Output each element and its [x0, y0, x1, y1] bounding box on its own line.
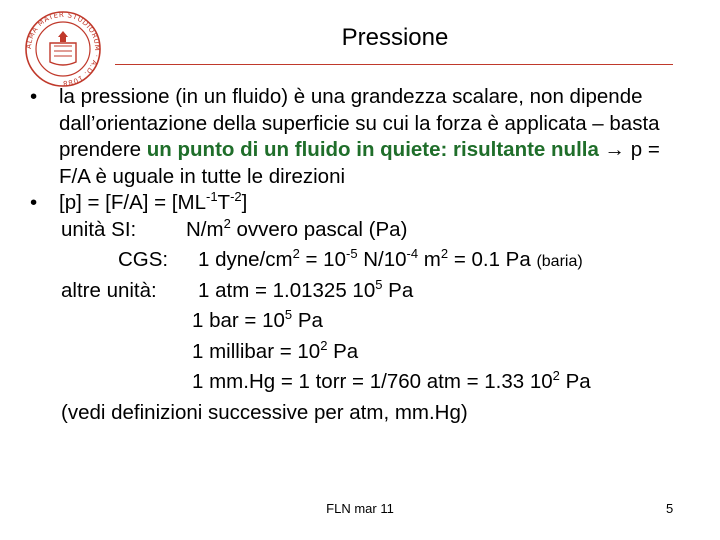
mmhg-unit-row [30, 369, 690, 400]
si-value: $N/m^2$ ovvero pascal (Pa) [186, 215, 408, 241]
si-label: unità SI: [61, 217, 137, 241]
page-number: 5 [666, 501, 674, 516]
bullet-text: la pressione (in un fluido) è una grandezza scalare, non dipende dall’orientazione della superficie su cui la forza è applicata – basta prendere [59, 85, 660, 161]
cgs-label: CGS: [118, 248, 169, 271]
millibar-value: 1 millibar = $10^2$ Pa [192, 337, 359, 363]
university-seal-logo [24, 10, 102, 88]
highlighted-text: un punto di un fluido in quiete: risultante nulla [146, 138, 599, 161]
title-divider [115, 64, 673, 65]
atm-value: 1 atm = 1.01325 $10^5$ Pa [198, 276, 414, 302]
exponent: -2 [230, 189, 242, 204]
cgs-unit-row [30, 247, 690, 278]
bullet-marker: • [30, 85, 38, 108]
bullet-marker: • [30, 191, 38, 214]
si-unit-row [30, 217, 690, 248]
bar-value: 1 bar = $10^5$ Pa [192, 307, 323, 332]
bullet-pressure-definition [30, 84, 690, 190]
footer-text: FLN mar 11 [326, 501, 394, 516]
dimension-text: T [217, 191, 231, 214]
svg-text:ALMA MATER STUDIORUM · A.D. 10: ALMA MATER STUDIORUM · A.D. 1088 [24, 10, 102, 88]
millibar-unit-row [30, 339, 690, 370]
atm-unit-row [30, 278, 690, 309]
note-row [30, 400, 690, 431]
definitions-note: (vedi definizioni successive per atm, mm.Hg) [61, 400, 468, 424]
bar-unit-row [30, 308, 690, 339]
bullet-text-end: → p = F/A è uguale in tutte le direzioni [59, 138, 660, 188]
dimension-text: [p] = [F/A] = [ML [59, 191, 206, 214]
cgs-value: 1 dyne/$cm^2 = 10^{-5}$ $N/10^{-4}$ $m^2 = 0.1$ Pa (baria) [198, 246, 583, 271]
other-units-label: altre unità: [61, 278, 157, 302]
slide-title: Pressione [341, 24, 449, 51]
mmhg-value: 1 mm.Hg = 1 torr = 1/760 atm = 1.33 $10^2$ Pa [192, 368, 591, 393]
slide-body [30, 84, 690, 430]
exponent: -1 [205, 189, 218, 204]
bullet-dimensions [30, 190, 690, 217]
dimension-text: ] [241, 191, 248, 214]
